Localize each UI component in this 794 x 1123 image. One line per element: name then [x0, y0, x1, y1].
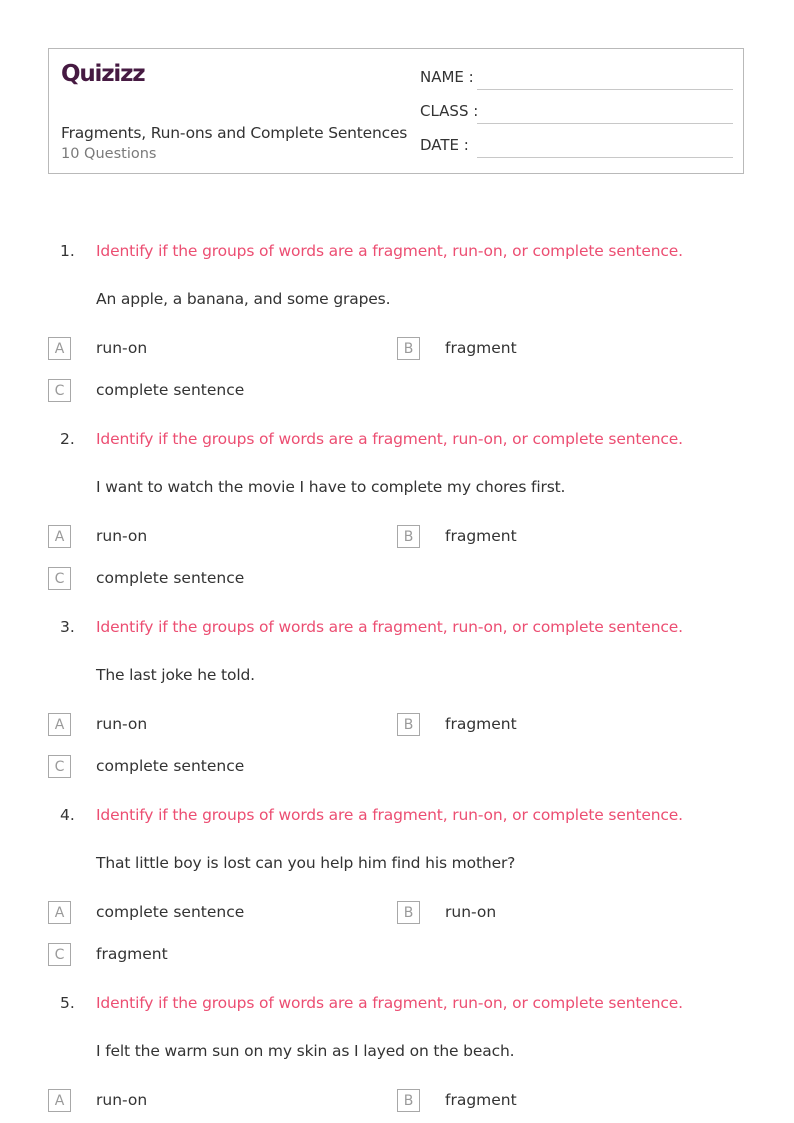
question-number: 2. — [60, 430, 75, 448]
question-text: An apple, a banana, and some grapes. — [96, 290, 391, 308]
class-label: CLASS : — [420, 102, 479, 120]
worksheet-title: Fragments, Run-ons and Complete Sentences — [61, 124, 408, 142]
option-letter-box[interactable]: B — [397, 901, 420, 924]
option-letter-box[interactable]: A — [48, 713, 71, 736]
date-label: DATE : — [420, 136, 469, 154]
option-text[interactable]: run-on — [96, 339, 148, 357]
question-number: 3. — [60, 618, 75, 636]
option-text[interactable]: run-on — [96, 715, 148, 733]
name-line[interactable] — [477, 89, 733, 90]
question-prompt: Identify if the groups of words are a fragment, run-on, or complete sentence. — [96, 618, 683, 636]
question-number: 5. — [60, 994, 75, 1012]
question-text: That little boy is lost can you help him find his mother? — [96, 854, 516, 872]
name-field[interactable] — [420, 68, 733, 90]
option-letter-box[interactable]: A — [48, 525, 71, 548]
option-text[interactable]: fragment — [445, 715, 517, 733]
question-number: 4. — [60, 806, 75, 824]
option-text[interactable]: complete sentence — [96, 381, 245, 399]
option-letter-box[interactable]: C — [48, 943, 71, 966]
date-line[interactable] — [477, 157, 733, 158]
question-prompt: Identify if the groups of words are a fragment, run-on, or complete sentence. — [96, 994, 683, 1012]
question-number: 1. — [60, 242, 75, 260]
question-text: I felt the warm sun on my skin as I layed on the beach. — [96, 1042, 515, 1060]
question-text: The last joke he told. — [96, 666, 255, 684]
option-text[interactable]: complete sentence — [96, 757, 245, 775]
question-prompt: Identify if the groups of words are a fragment, run-on, or complete sentence. — [96, 430, 683, 448]
option-letter-box[interactable]: A — [48, 1089, 71, 1112]
option-text[interactable]: fragment — [96, 945, 168, 963]
option-text[interactable]: complete sentence — [96, 569, 245, 587]
option-letter-box[interactable]: A — [48, 901, 71, 924]
class-field[interactable] — [420, 102, 733, 124]
option-text[interactable]: fragment — [445, 527, 517, 545]
option-letter-box[interactable]: B — [397, 713, 420, 736]
option-letter-box[interactable]: B — [397, 1089, 420, 1112]
quizizz-logo — [61, 58, 151, 88]
option-letter-box[interactable]: A — [48, 337, 71, 360]
option-letter-box[interactable]: C — [48, 379, 71, 402]
option-text[interactable]: run-on — [96, 527, 148, 545]
class-line[interactable] — [477, 123, 733, 124]
question-text: I want to watch the movie I have to complete my chores first. — [96, 478, 566, 496]
option-text[interactable]: run-on — [96, 1091, 148, 1109]
option-letter-box[interactable]: B — [397, 337, 420, 360]
option-letter-box[interactable]: C — [48, 567, 71, 590]
option-text[interactable]: fragment — [445, 1091, 517, 1109]
svg-text:Quizizz: Quizizz — [61, 61, 145, 87]
option-text[interactable]: complete sentence — [96, 903, 245, 921]
date-field[interactable] — [420, 136, 733, 158]
name-label: NAME : — [420, 68, 474, 86]
question-count: 10 Questions — [61, 146, 157, 162]
question-prompt: Identify if the groups of words are a fragment, run-on, or complete sentence. — [96, 806, 683, 824]
option-text[interactable]: fragment — [445, 339, 517, 357]
option-letter-box[interactable]: C — [48, 755, 71, 778]
question-prompt: Identify if the groups of words are a fragment, run-on, or complete sentence. — [96, 242, 683, 260]
option-letter-box[interactable]: B — [397, 525, 420, 548]
option-text[interactable]: run-on — [445, 903, 497, 921]
